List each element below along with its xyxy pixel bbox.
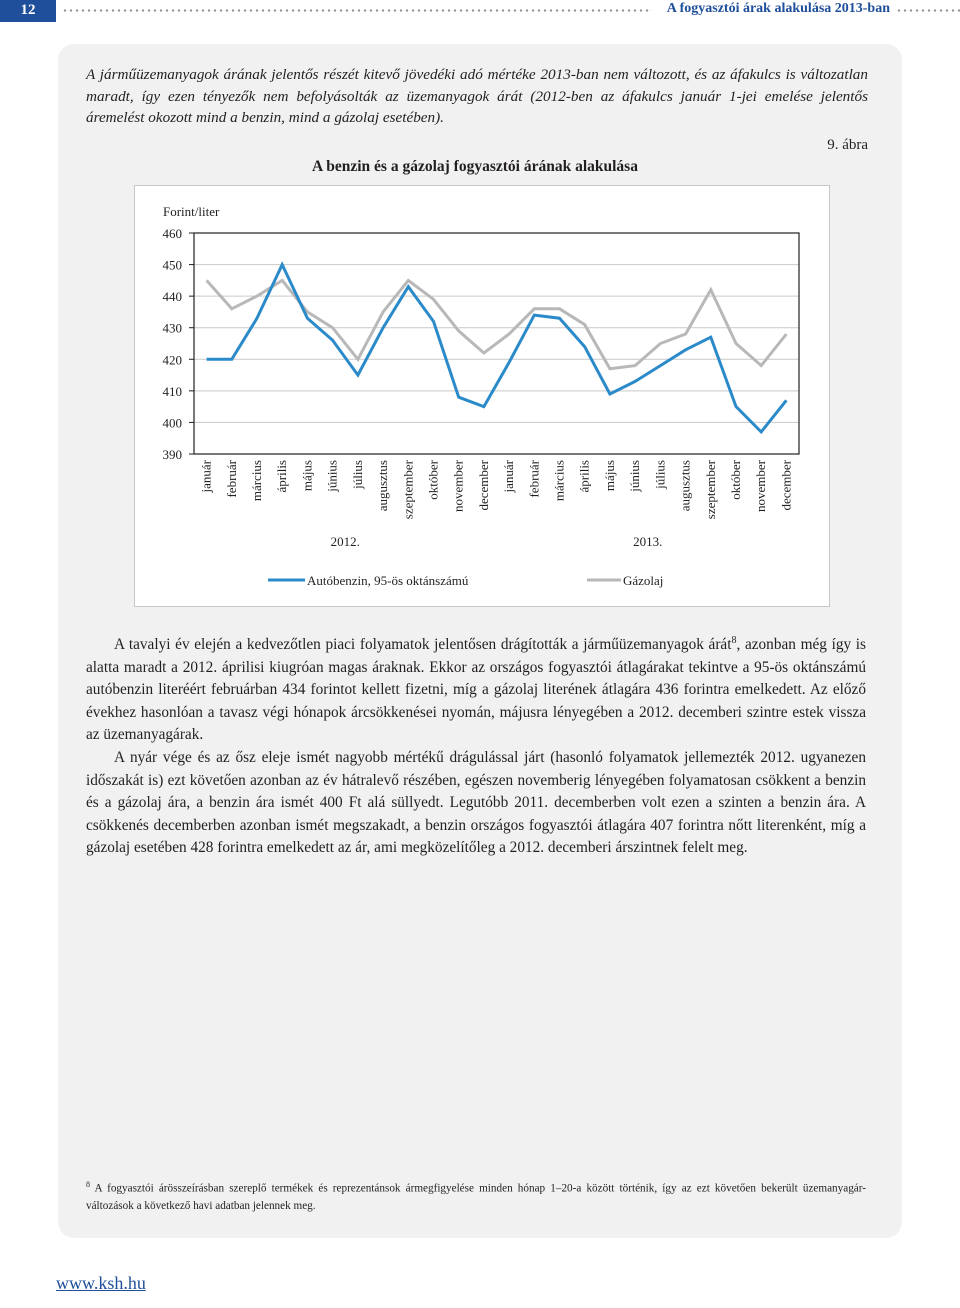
body-paragraph-2: A nyár vége és az ősz eleje ismét nagyobb mértékű drágulással járt (hasonló folyamatok jellemezték 2012. ugyanezen időszakát is) ezt követően azonban az év hátralevő részében, egészen novemberig lényegében folyamatosan csökkent a benzin és a gázolaj ára, a benzin ára ismét 400 Ft alá süllyedt. Legutóbb 2011. decemberben volt ezen a szinten a benzin ára. A csökkenés decemberben azonban ismét megszakadt, a benzin országos fogyasztói átlagára 407 forintra nőtt literenként, míg a gázolaj esetében 428 forintra emelkedett az ár, ami megközelítőleg a 2012. decemberi árszintnek felelt meg. [86,749,866,857]
x-tick-label: június [324,460,340,492]
footnote-marker: 8 [86,1180,90,1189]
x-tick-label: május [299,460,315,492]
body-paragraph-1 [86,630,866,747]
x-tick-label: szeptember [400,460,416,520]
x-tick-label: január [501,460,517,493]
x-tick-label: július [652,460,668,489]
y-tick-label: 410 [162,383,182,399]
site-link[interactable]: www.ksh.hu [56,1273,146,1293]
x-tick-label: július [349,460,365,489]
year-label: 2012. [330,534,360,549]
x-tick-label: november [753,460,769,512]
y-tick-label: 460 [162,226,182,241]
x-tick-label: január [198,460,214,493]
footnote-text: A fogyasztói árösszeírásban szereplő termékek és reprezentánsok ármegfigyelése minden hónap 1–20-a között történik, így az ezt követően bekerült üzemanyagár-változások a következő havi adatban jelennek meg. [86,1182,866,1212]
y-tick-label: 420 [162,352,182,368]
y-tick-label: 390 [162,447,182,462]
x-tick-label: augusztus [375,460,391,512]
series-line-gazolaj [207,280,787,368]
running-title: A fogyasztói árak alakulása 2013-ban [666,1,890,16]
x-tick-label: október [425,460,441,500]
legend-label: Gázolaj [623,573,664,588]
body-paragraph-1-rest: , azonban még így is alatta maradt a 2012. áprilisi kiugróan magas áraknak. Ekkor az országos fogyasztói átlagárakat tekintve a 95-ös oktánszámú autóbenzin literéért februárban 434 forintot kellett fizetni, míg a gázolaj literének átlagára 436 forintra emelkedett. Az előző évekhez hasonlóan a tavasz végi hónapok árcsökkenései nyomán, májusra lényegében a 2012. decemberi szintre estek vissza az üzemanyagárak. [86,636,866,744]
x-tick-label: június [627,460,643,492]
header-dotted-rule-left [62,9,652,12]
x-tick-label: április [576,460,592,493]
x-tick-label: szeptember [702,460,718,520]
x-tick-label: március [249,460,265,502]
page-number: 12 [0,0,56,22]
y-tick-label: 430 [162,320,182,336]
intro-paragraph: A járműüzemanyagok árának jelentős részét kitevő jövedéki adó mértéke 2013-ban nem változott, és az áfakulcs is változatlan maradt, így ezen tényezők nem befolyásolták az üzemanyagok árát (2012-ben az áfakulcs január 1-jei emelése jelentős áremelést okozott mind a benzin, mind a gázolaj esetében). [86,66,868,126]
x-tick-label: október [727,460,743,500]
footnote-reference[interactable]: 8 [731,635,737,646]
body-text [86,630,866,860]
x-tick-label: február [526,460,542,498]
x-tick-label: december [475,460,491,511]
figure-label: 9. ábra [827,137,868,153]
x-tick-label: április [274,460,290,493]
chart-title: A benzin és a gázolaj fogyasztói árának alakulása [312,158,638,175]
legend-label: Autóbenzin, 95-ös oktánszámú [307,573,469,588]
body-paragraph-1-start: A tavalyi év elején a kedvezőtlen piaci folyamatok jelentősen drágították a járműüzemanyagok árát [114,636,732,654]
x-tick-label: augusztus [677,460,693,512]
y-tick-label: 400 [162,415,182,431]
series-line-benzin [207,265,787,432]
y-tick-label: 440 [162,289,182,305]
y-tick-label: 450 [162,257,182,273]
x-tick-label: március [551,460,567,502]
header-dotted-rule-right [896,9,960,12]
year-label: 2013. [633,534,663,549]
footnote [86,1176,866,1215]
line-chart [135,186,829,606]
x-tick-label: november [450,460,466,512]
y-axis-label: Forint/liter [163,204,220,219]
x-tick-label: február [223,460,239,498]
chart-container [134,185,830,607]
x-tick-label: december [778,460,794,511]
x-tick-label: május [601,460,617,492]
